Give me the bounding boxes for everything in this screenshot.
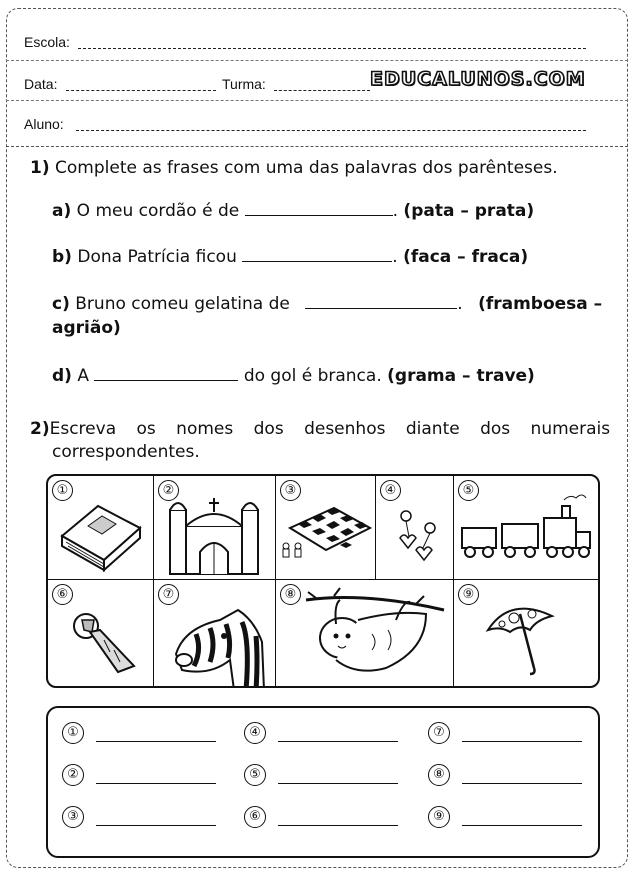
picture-number: ⑦: [158, 584, 179, 605]
q1-item-d: [52, 366, 535, 386]
class-field[interactable]: [274, 78, 370, 91]
q1-item-a: [52, 201, 534, 221]
church-icon: [154, 476, 276, 580]
answer-number: ②: [62, 764, 84, 786]
item-options: (pata – prata): [403, 201, 535, 221]
answer-number: ⑤: [244, 764, 266, 786]
q1-text: Complete as frases com uma das palavras dos parênteses.: [55, 158, 558, 178]
answer-number: ⑦: [428, 722, 450, 744]
item-after: .: [392, 247, 398, 267]
item-before: Bruno comeu gelatina de: [75, 294, 290, 314]
school-label: Escola:: [24, 34, 70, 50]
answer-number: ③: [62, 806, 84, 828]
q1-prompt: [30, 158, 558, 178]
item-letter: b): [52, 247, 72, 267]
item-options-cont: agrião): [52, 318, 121, 338]
answer-number: ④: [244, 722, 266, 744]
header-divider: [6, 60, 628, 61]
answer-line[interactable]: [278, 783, 398, 784]
class-label: Turma:: [222, 76, 266, 92]
answer-blank[interactable]: [94, 366, 238, 381]
picture-cell-5: [454, 476, 600, 580]
q2-prompt-cont: [52, 442, 200, 462]
q1-item-b: [52, 247, 528, 267]
answer-number: ⑨: [428, 806, 450, 828]
picture-cell-4: [376, 476, 454, 580]
tie-icon: [48, 580, 154, 688]
picture-number: ⑨: [458, 584, 479, 605]
item-options: (grama – trave): [387, 366, 535, 386]
q1-item-c: [52, 294, 602, 314]
picture-number: ②: [158, 480, 179, 501]
answer-number: ①: [62, 722, 84, 744]
q2-number: 2): [30, 419, 50, 439]
picture-number: ①: [52, 480, 73, 501]
answer-line[interactable]: [278, 825, 398, 826]
brand-logo: EDUCALUNOS.COM: [370, 68, 586, 90]
sloth-icon: [276, 580, 454, 688]
q2-prompt: [30, 419, 620, 439]
item-options: (faca – fraca): [403, 247, 529, 267]
answer-box: [46, 706, 600, 858]
picture-cell-8: [276, 580, 454, 688]
picture-cell-1: [48, 476, 154, 580]
book-icon: [48, 476, 154, 580]
answer-number: ⑥: [244, 806, 266, 828]
date-field[interactable]: [66, 78, 216, 91]
q1-item-c-cont: [52, 318, 121, 338]
q2-text-cont: correspondentes.: [52, 442, 200, 462]
item-letter: c): [52, 294, 70, 314]
answer-blank[interactable]: [245, 201, 393, 216]
header-bottom-divider: [6, 146, 628, 147]
answer-line[interactable]: [462, 825, 582, 826]
answer-blank[interactable]: [305, 294, 457, 309]
picture-cell-6: [48, 580, 154, 688]
chessboard-icon: [276, 476, 376, 580]
picture-cell-7: [154, 580, 276, 688]
picture-number: ③: [280, 480, 301, 501]
answer-line[interactable]: [96, 741, 216, 742]
student-label: Aluno:: [24, 116, 64, 132]
header-divider: [6, 100, 628, 101]
school-field[interactable]: [78, 36, 586, 49]
flowers-hearts-icon: [376, 476, 454, 580]
picture-cell-2: [154, 476, 276, 580]
answer-line[interactable]: [278, 741, 398, 742]
item-before: O meu cordão é de: [76, 201, 240, 221]
answer-number: ⑧: [428, 764, 450, 786]
item-letter: d): [52, 366, 72, 386]
item-options: (framboesa –: [478, 294, 603, 314]
picture-number: ⑥: [52, 584, 73, 605]
picture-grid: [46, 474, 600, 688]
answer-line[interactable]: [462, 741, 582, 742]
train-icon: [454, 476, 600, 580]
answer-line[interactable]: [462, 783, 582, 784]
picture-cell-9: [454, 580, 600, 688]
picture-number: ④: [380, 480, 401, 501]
item-letter: a): [52, 201, 72, 221]
picture-number: ⑧: [280, 584, 301, 605]
answer-line[interactable]: [96, 783, 216, 784]
item-after: .: [457, 294, 463, 314]
picture-cell-3: [276, 476, 376, 580]
student-field[interactable]: [76, 118, 586, 131]
zebra-icon: [154, 580, 276, 688]
umbrella-icon: [454, 580, 600, 688]
answer-blank[interactable]: [242, 247, 392, 262]
date-label: Data:: [24, 76, 58, 92]
item-before: Dona Patrícia ficou: [77, 247, 237, 267]
item-before: A: [77, 366, 89, 386]
item-after: .: [392, 201, 399, 221]
q2-text: Escreva os nomes dos desenhos diante dos numerais: [49, 419, 611, 439]
answer-line[interactable]: [96, 825, 216, 826]
picture-number: ⑤: [458, 480, 479, 501]
q1-number: 1): [30, 158, 50, 178]
item-after: do gol é branca.: [243, 366, 382, 386]
